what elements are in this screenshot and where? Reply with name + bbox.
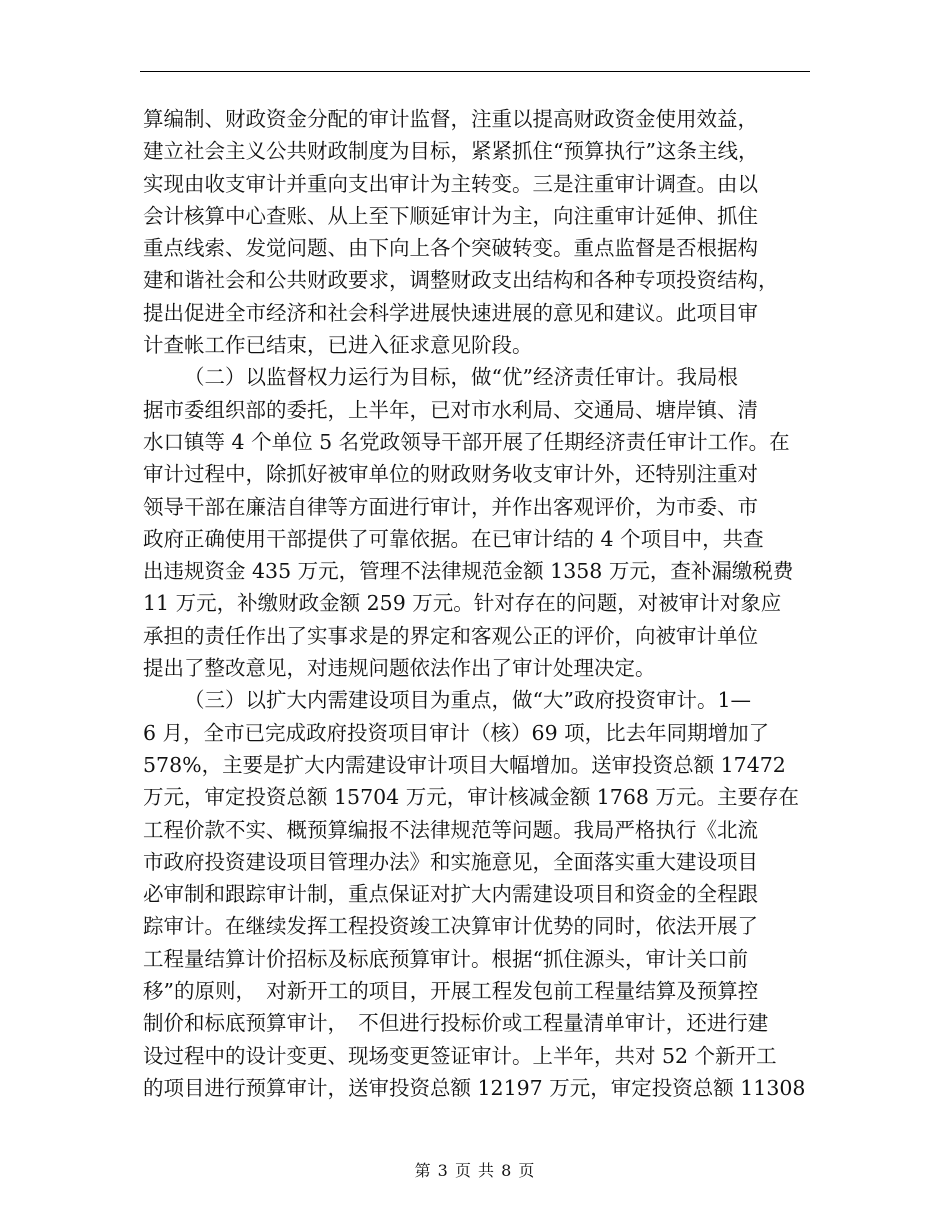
text-line: 出违规资金 435 万元，管理不法律规范金额 1358 万元，查补漏缴税费 [143,559,794,584]
text-line: 计查帐工作已结束，已进入征求意见阶段。 [143,333,533,358]
text-line: 据市委组织部的委托，上半年，已对市水利局、交通局、塘岸镇、清 [143,397,758,422]
page-number-footer: 第 3 页 共 8 页 [414,1161,536,1180]
text-line: 建和谐社会和公共财政要求，调整财政支出结构和各种专项投资结构， [143,268,779,293]
text-line: 领导干部在廉洁自律等方面进行审计，并作出客观评价，为市委、市 [143,494,758,519]
text-line: 踪审计。在继续发挥工程投资竣工决算审计优势的同时，依法开展了 [143,914,758,939]
text-line: 提出促进全市经济和社会科学进展快速进展的意见和建议。此项目审 [143,300,758,325]
text-line: 11 万元，补缴财政金额 259 万元。针对存在的问题，对被审计对象应 [143,591,782,616]
paragraph-first-line: （三）以扩大内需建设项目为重点，做“大”政府投资审计。1— [184,688,752,713]
document-body [143,103,811,1104]
text-line: 实现由收支审计并重向支出审计为主转变。三是注重审计调查。由以 [143,171,758,196]
text-line: 设过程中的设计变更、现场变更签证审计。上半年，共对 52 个新开工 [143,1043,777,1068]
text-line: 算编制、财政资金分配的审计监督，注重以提高财政资金使用效益， [143,107,758,131]
text-line: 578%，主要是扩大内需建设审计项目大幅增加。送审投资总额 17472 [143,752,786,777]
text-line: 必审制和跟踪审计制，重点保证对扩大内需建设项目和资金的全程跟 [143,882,758,907]
text-line: 移”的原则， 对新开工的项目，开展工程发包前工程量结算及预算控 [143,979,759,1004]
text-line: 万元，审定投资总额 15704 万元，审计核减金额 1768 万元。主要存在 [143,785,799,810]
paragraph-first-line: （二）以监督权力运行为目标，做“优”经济责任审计。我局根 [184,365,738,390]
header-rule [140,71,810,72]
text-line: 制价和标底预算审计， 不但进行投标价或工程量清单审计，还进行建 [143,1011,769,1036]
text-line: 政府正确使用干部提供了可靠依据。在已审计结的 4 个项目中，共查 [143,526,764,551]
text-line: 工程价款不实、概预算编报不法律规范等问题。我局严格执行《北流 [143,817,758,842]
text-line: 重点线索、发觉问题、由下向上各个突破转变。重点监督是否根据构 [143,236,758,261]
text-line: 提出了整改意见，对违规问题依法作出了审计处理决定。 [143,656,656,681]
text-line: 的项目进行预算审计，送审投资总额 12197 万元，审定投资总额 11308 [143,1075,806,1100]
text-line: 工程量结算计价招标及标底预算审计。根据“抓住源头，审计关口前 [143,946,748,971]
text-line: 市政府投资建设项目管理办法》和实施意见，全面落实重大建设项目 [143,849,758,874]
text-line: 建立社会主义公共财政制度为目标，紧紧抓住“预算执行”这条主线， [143,139,759,164]
text-line: 水口镇等 4 个单位 5 名党政领导干部开展了任期经济责任审计工作。在 [143,429,790,454]
text-line: 审计过程中，除抓好被审单位的财政财务收支审计外，还特别注重对 [143,462,758,487]
text-line: 会计核算中心查账、从上至下顺延审计为主，向注重审计延伸、抓住 [143,203,758,228]
text-line: 6 月，全市已完成政府投资项目审计（核）69 项，比去年同期增加了 [143,720,770,745]
text-line: 承担的责任作出了实事求是的界定和客观公正的评价，向被审计单位 [143,623,758,648]
